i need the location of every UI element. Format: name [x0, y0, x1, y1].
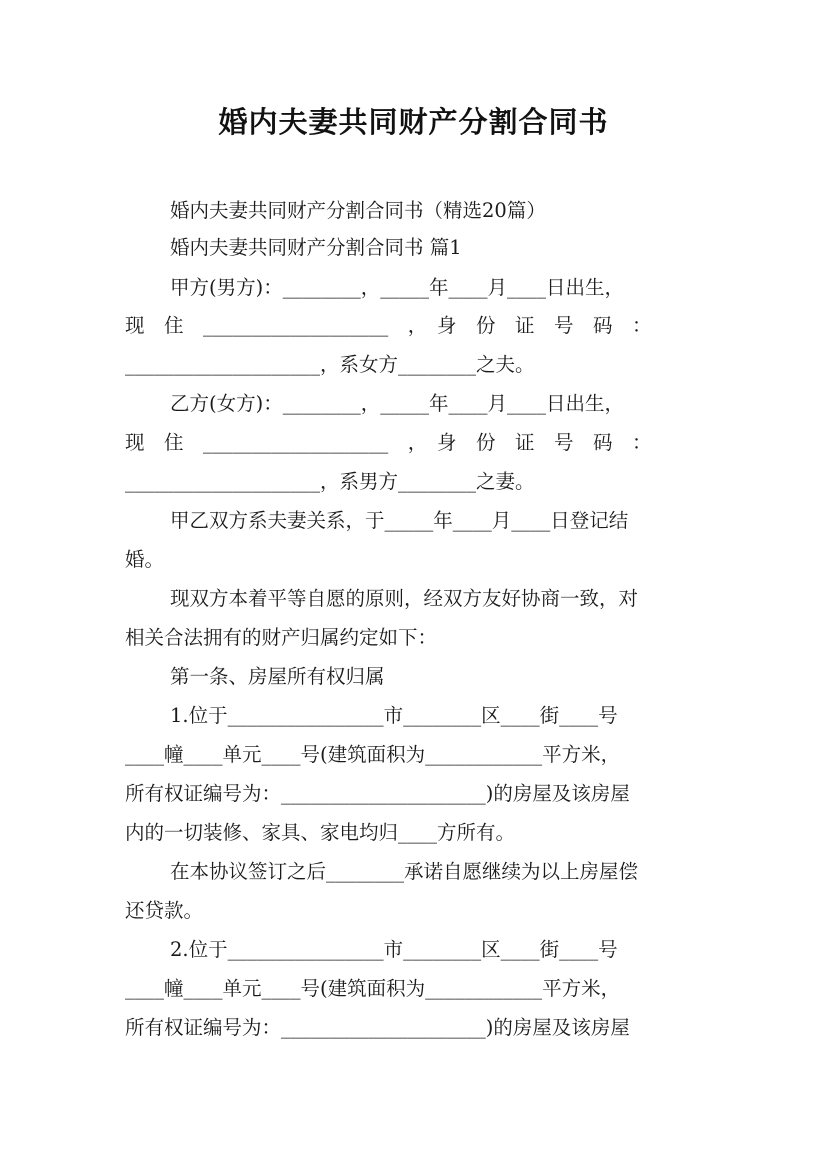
text-line: 甲乙双方系夫妻关系，于_____年____月____日登记结	[170, 509, 629, 532]
text-line: 婚内夫妻共同财产分割合同书（精选20篇）	[170, 199, 546, 222]
text-line: ____幢____单元____号(建筑面积为____________平方米，	[125, 977, 621, 1000]
text-line: 内的一切装修、家具、家电均归____方所有。	[125, 821, 516, 844]
text-line: 所有权证编号为：_____________________)的房屋及该房屋	[125, 782, 630, 805]
section-heading: 第一条、房屋所有权归属	[170, 665, 385, 688]
text-line: 现 住 ___________________ ， 身 份 证 号 码 ：	[125, 314, 652, 337]
text-line: 相关合法拥有的财产归属约定如下：	[125, 626, 438, 649]
text-line: 2.位于________________市________区____街____号	[170, 938, 618, 961]
text-line: 甲方(男方)：________，_____年____月____日出生，	[170, 276, 624, 299]
text-line: 婚内夫妻共同财产分割合同书 篇1	[170, 236, 462, 259]
text-line: 1.位于________________市________区____街____号	[170, 704, 618, 727]
text-line: 现 住 ___________________ ， 身 份 证 号 码 ：	[125, 431, 652, 454]
text-line: ____________________，系男方________之妻。	[125, 470, 535, 493]
text-line: 现双方本着平等自愿的原则，经双方友好协商一致，对	[170, 587, 639, 610]
text-line: 乙方(女方)：________，_____年____月____日出生，	[170, 392, 624, 415]
document-title: 婚内夫妻共同财产分割合同书	[218, 105, 609, 139]
text-line: ____________________，系女方________之夫。	[125, 353, 535, 376]
text-line: 还贷款。	[125, 899, 204, 922]
text-line: 在本协议签订之后________承诺自愿继续为以上房屋偿	[170, 860, 639, 883]
text-line: ____幢____单元____号(建筑面积为____________平方米，	[125, 743, 621, 766]
text-line: 所有权证编号为：_____________________)的房屋及该房屋	[125, 1016, 630, 1039]
text-line: 婚。	[125, 548, 165, 571]
